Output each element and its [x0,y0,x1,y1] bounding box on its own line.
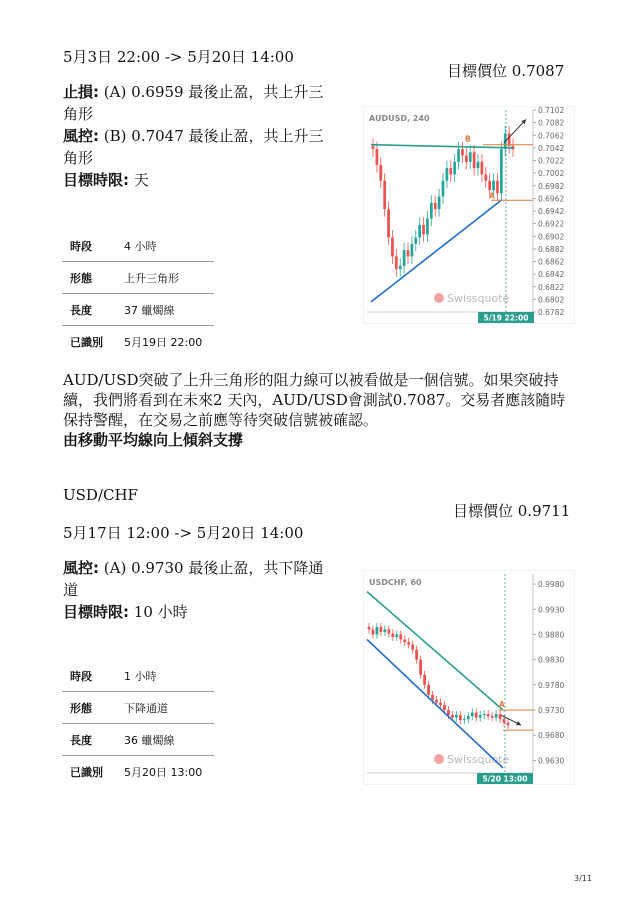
candle-body [453,162,456,175]
audusd-analysis [63,370,573,450]
audusd-horizon: 目標時限: 天 [63,171,149,189]
candle-body [372,629,375,634]
y-tick-label: 0.7022 [538,156,565,166]
y-tick-label: 0.6942 [538,207,565,216]
candle-body [411,645,414,650]
y-tick-label: 0.6962 [538,194,565,204]
candle-body [483,714,486,715]
y-tick-label: 0.9730 [538,706,565,716]
candle-body [473,152,476,168]
candle-body [457,149,460,162]
candle-body [475,713,478,718]
candle-body [488,181,491,190]
page-number: 3/11 [574,874,592,883]
y-tick-label: 0.9630 [538,756,565,766]
chart-title: USDCHF, 60 [369,578,422,587]
candle-body [496,181,499,194]
table-row: 形態 上升三角形 [62,262,214,294]
audusd-risk: 風控: (B) 0.7047 最後止盈，共上升三角形 [63,127,324,167]
candle-body [411,244,414,257]
candle-body [465,155,468,161]
y-tick-label: 0.6802 [538,295,565,305]
candle-body [418,225,421,238]
candle-body [407,250,410,256]
candle-body [447,710,450,715]
candle-body [449,168,452,174]
candle-body [467,716,470,719]
candle-body [383,181,386,209]
candle-body [487,714,490,716]
y-tick-label: 0.9680 [538,731,565,741]
candle-body [376,149,379,165]
candle-body [443,705,446,710]
candle-body [446,168,449,181]
candle-body [403,250,406,266]
candle-body [499,714,502,719]
candle-body [463,719,466,720]
y-tick-label: 0.6982 [538,181,565,191]
candle-body [407,642,410,645]
table-row: 形態 下降通道 [62,692,214,724]
candle-body [380,627,383,632]
candle-body [368,627,371,630]
usdchf-target: 目標價位 0.9711 [453,502,571,520]
candle-body [507,723,510,726]
candle-body [491,716,494,718]
audusd-stop: 止損: (A) 0.6959 最後止盈，共上升三角形 [63,83,324,123]
audusd-notes [63,81,328,191]
candle-body [438,196,441,209]
y-tick-label: 0.6822 [538,282,565,292]
swissquote-logo-icon [434,293,444,303]
candle-body [451,715,454,718]
audusd-analysis-bold: 由移動平均線向上傾斜支撐 [63,431,244,449]
candle-body [442,181,445,197]
y-tick-label: 0.6782 [538,308,565,317]
candle-body [395,634,398,637]
candle-body [427,685,430,695]
usdchf-pair: USD/CHF [63,486,138,504]
candle-body [372,146,375,149]
y-tick-label: 0.6922 [538,219,565,229]
table-row: 時段 4 小時 [62,230,214,262]
chart-title: AUDUSD, 240 [369,114,430,123]
y-tick-label: 0.6842 [538,270,565,280]
y-tick-label: 0.9980 [538,580,565,590]
audusd-date-range: 5月3日 22:00 -> 5月20日 14:00 [63,48,294,66]
table-row: 時段 1 小時 [62,660,214,692]
candle-body [431,695,434,700]
candle-body [430,203,433,219]
candle-body [459,715,462,720]
candle-body [455,715,458,718]
y-tick-label: 0.7042 [538,143,565,153]
candle-body [426,219,429,235]
candle-body [391,238,394,257]
usdchf-risk: 風控: (A) 0.9730 最後止盈，共下降通道 [63,559,324,599]
audusd-chart-svg [363,106,575,324]
candle-body [492,181,495,190]
table-row: 長度 37 蠟燭線 [62,294,214,326]
candle-body [387,629,390,633]
table-row: 長度 36 蠟燭線 [62,724,214,756]
candle-body [379,165,382,181]
candle-body [391,633,394,637]
candle-body [415,650,418,660]
usdchf-date-range: 5月17日 12:00 -> 5月20日 14:00 [63,524,304,542]
y-tick-label: 0.9930 [538,605,565,615]
y-tick-label: 0.9780 [538,680,565,690]
candle-body [471,713,474,717]
candle-body [461,149,464,155]
candle-body [422,225,425,234]
point-label: A [489,191,495,201]
y-tick-label: 0.6862 [538,257,565,267]
y-tick-label: 0.7082 [538,118,565,128]
usdchf-chart-svg [363,570,575,785]
candle-body [419,660,422,675]
candle-body [481,162,484,175]
watermark: Swissquote [447,753,510,766]
watermark: Swissquote [447,292,510,305]
table-row: 已識別 5月20日 13:00 [70,765,203,779]
y-tick-label: 0.9830 [538,655,565,665]
usdchf-chart [363,570,575,789]
candle-body [469,152,472,161]
audusd-target: 目標價位 0.7087 [447,62,565,80]
candle-body [423,675,426,685]
point-label: A [499,700,505,710]
candle-body [435,700,438,703]
candle-body [439,702,442,705]
candle-body [376,627,379,635]
candle-body [477,162,480,168]
candle-body [399,266,402,269]
candle-body [500,149,503,193]
candle-body [508,133,511,146]
candle-body [395,256,398,269]
candle-body [434,203,437,209]
point-label: B [465,134,471,144]
time-marker-label: 5/19 22:00 [483,313,529,323]
y-tick-label: 0.7102 [538,106,565,115]
y-tick-label: 0.6902 [538,232,565,242]
y-tick-label: 0.9880 [538,630,565,640]
usdchf-info-table [62,660,214,787]
audusd-analysis-text: AUD/USD突破了上升三角形的阻力線可以被看做是一個信號。如果突破持續，我們將看到在未來2 天內，AUD/USD會測試0.7087。交易者應該隨時保持警醒，在交易之前應等待突破信號被確認。 [63,371,566,429]
swissquote-logo-icon [434,754,444,764]
y-tick-label: 0.7062 [538,131,565,141]
candle-body [414,238,417,244]
candle-body [484,174,487,180]
candle-body [495,714,498,718]
audusd-info-table [62,230,214,357]
audusd-chart [363,106,575,328]
y-tick-label: 0.7002 [538,169,565,179]
usdchf-notes [63,557,328,623]
candle-body [383,629,386,632]
y-tick-label: 0.6882 [538,244,565,254]
time-marker-label: 5/20 13:00 [482,774,528,784]
candle-body [403,639,406,642]
candle-body [399,634,402,639]
candle-body [479,715,482,718]
candle-body [387,209,390,237]
table-row: 已識別 5月19日 22:00 [70,335,203,349]
usdchf-horizon: 目標時限: 10 小時 [63,603,188,621]
